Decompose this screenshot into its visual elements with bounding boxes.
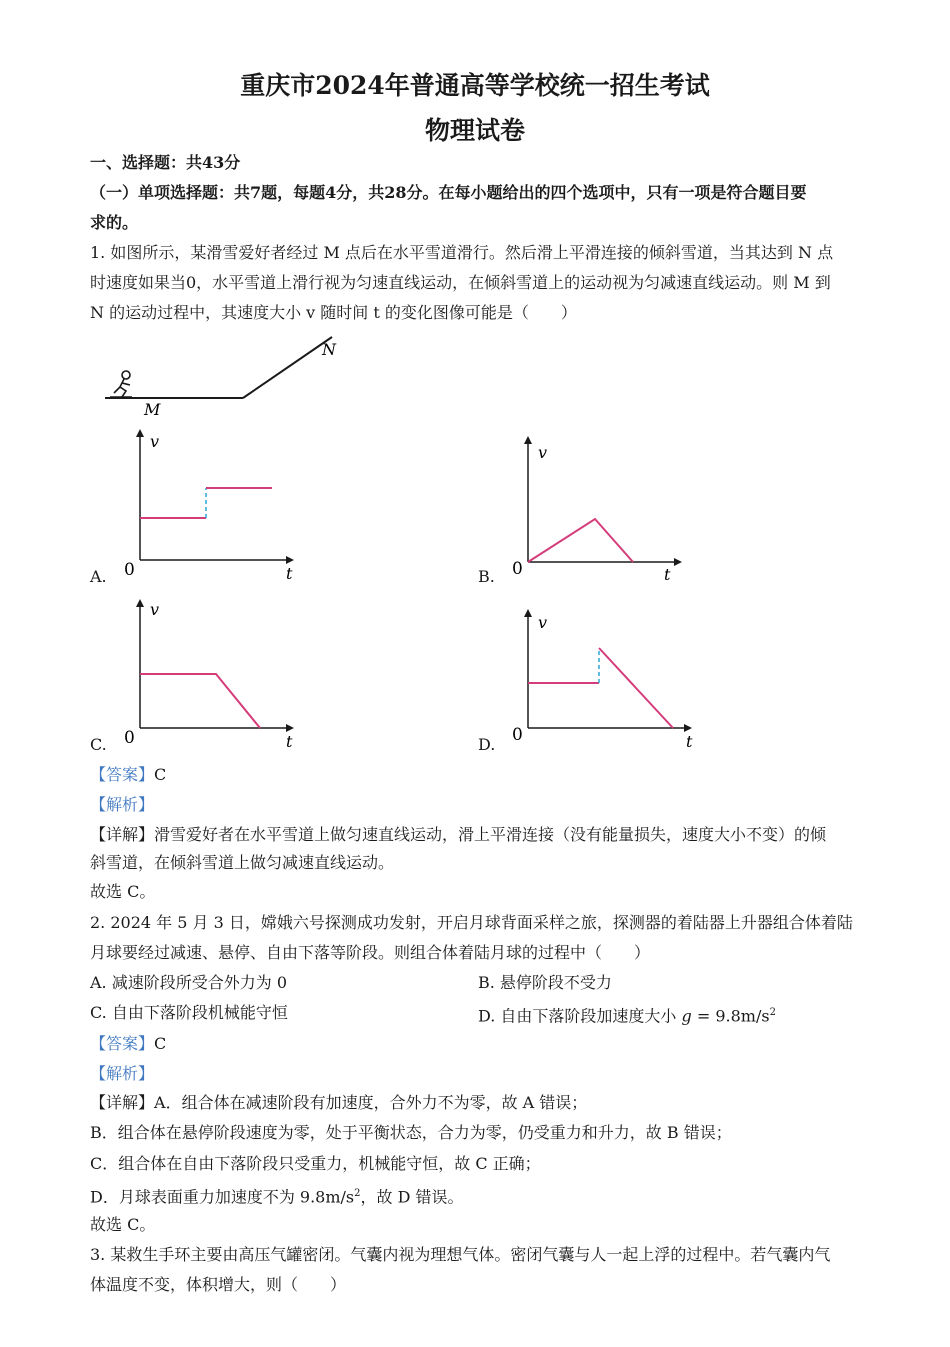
q1-line3: N 的运动过程中，其速度大小 v 随时间 t 的变化图像可能是（ ） xyxy=(90,303,577,322)
curve-triangle xyxy=(528,519,633,562)
graph-B xyxy=(508,432,693,587)
option-D-g: g xyxy=(681,1006,692,1026)
origin-label: 0 xyxy=(512,725,523,745)
subsection-header-line1: （一）单项选择题：共7题，每题4分，共28分。在每小题给出的四个选项中，只有一项是符合题目要 xyxy=(90,183,807,202)
option-C-label: C. xyxy=(90,735,107,754)
axis-t-label: t xyxy=(286,732,293,751)
point-N-label: N xyxy=(322,340,336,359)
answer-tag: 【答案】 xyxy=(90,765,155,784)
exam-subtitle: 物理试卷 xyxy=(424,116,525,145)
y-axis-arrow xyxy=(524,436,532,444)
option-D-value: = 9.8m/s xyxy=(691,1006,770,1026)
y-axis-arrow xyxy=(524,609,532,617)
q2-option-B: B. 悬停阶段不受力 xyxy=(478,973,612,992)
q1-answer-row xyxy=(90,765,166,785)
option-D-text: D. 自由下落阶段加速度大小 xyxy=(478,1006,682,1026)
graph-C xyxy=(118,595,303,755)
q2-detail-D xyxy=(90,1184,464,1207)
y-axis-arrow xyxy=(136,429,144,437)
q1-slope-figure xyxy=(100,335,350,420)
q2-conclusion: 故选 C。 xyxy=(90,1215,156,1234)
x-axis-arrow xyxy=(684,724,692,732)
axis-t-label: t xyxy=(286,564,293,583)
inclined-track-line xyxy=(243,337,332,398)
curve-decline xyxy=(599,648,673,728)
q2-line2: 月球要经过减速、悬停、自由下落等阶段。则组合体着陆月球的过程中（ ） xyxy=(90,943,651,962)
origin-label: 0 xyxy=(124,560,135,580)
detail-text: A．组合体在减速阶段有加速度，合外力不为零，故 A 错误； xyxy=(154,1093,588,1112)
option-B-label: B. xyxy=(478,567,495,586)
point-M-label: M xyxy=(144,400,161,419)
option-A-label: A. xyxy=(90,567,107,586)
x-axis-arrow xyxy=(286,556,294,564)
graph-A xyxy=(118,425,303,585)
option-D-exponent: 2 xyxy=(769,1007,776,1018)
q2-option-A: A. 减速阶段所受合外力为 0 xyxy=(90,973,287,992)
detail-D-tail: ，故 D 错误。 xyxy=(360,1187,464,1207)
q2-detail-B: B．组合体在悬停阶段速度为零，处于平衡状态，合力为零，仍受重力和升力，故 B 错误； xyxy=(90,1123,732,1142)
q3-line1: 3. 某救生手环主要由高压气罐密闭。气囊内视为理想气体。密闭气囊与人一起上浮的过程中。若气囊内气 xyxy=(90,1245,831,1264)
y-axis-arrow xyxy=(136,599,144,607)
q2-detail-A xyxy=(90,1093,587,1113)
graph-D xyxy=(508,605,698,755)
detail-tag: 【详解】 xyxy=(90,1093,155,1112)
curve-flat-then-decline xyxy=(140,674,260,728)
axis-v-label: v xyxy=(538,613,548,632)
axis-v-label: v xyxy=(150,432,160,451)
skier-icon xyxy=(110,371,132,397)
q1-line1: 1. 如图所示，某滑雪爱好者经过 M 点后在水平雪道滑行。然后滑上平滑连接的倾斜雪道，当其达到 N 点 xyxy=(90,243,834,262)
subsection-header-line2: 求的。 xyxy=(90,213,139,232)
q1-detail-line1 xyxy=(90,825,826,845)
answer-tag: 【答案】 xyxy=(90,1034,155,1053)
q1-conclusion: 故选 C。 xyxy=(90,882,156,901)
q2-analysis-tag: 【解析】 xyxy=(90,1064,155,1083)
q2-option-C: C. 自由下落阶段机械能守恒 xyxy=(90,1003,288,1022)
axis-v-label: v xyxy=(150,600,160,619)
q3-line2: 体温度不变，体积增大，则（ ） xyxy=(90,1275,347,1294)
axis-v-label: v xyxy=(538,443,548,462)
q1-analysis-tag: 【解析】 xyxy=(90,795,155,814)
detail-tag: 【详解】 xyxy=(90,825,155,844)
origin-label: 0 xyxy=(512,559,523,579)
q1-detail-line2: 斜雪道，在倾斜雪道上做匀减速直线运动。 xyxy=(90,853,395,872)
section-header: 一、选择题：共43分 xyxy=(90,153,241,172)
axis-t-label: t xyxy=(664,565,671,584)
x-axis-arrow xyxy=(674,558,682,566)
q2-option-D xyxy=(478,1003,776,1026)
x-axis-arrow xyxy=(286,724,294,732)
q2-answer-row xyxy=(90,1034,166,1054)
origin-label: 0 xyxy=(124,728,135,748)
q2-line1: 2. 2024 年 5 月 3 日，嫦娥六号探测成功发射，开启月球背面采样之旅，探测器的着陆器上升器组合体着陆 xyxy=(90,913,853,932)
axis-t-label: t xyxy=(686,732,693,751)
answer-value: C xyxy=(154,765,167,784)
option-D-label: D. xyxy=(478,735,496,754)
detail-D-exponent: 2 xyxy=(354,1188,361,1199)
detail-D-text: D．月球表面重力加速度不为 9.8m/s xyxy=(90,1187,355,1207)
q2-detail-C: C．组合体在自由下落阶段只受重力，机械能守恒，故 C 正确； xyxy=(90,1154,541,1173)
exam-title: 重庆市2024年普通高等学校统一招生考试 xyxy=(240,71,710,100)
q1-line2: 时速度如果当0，水平雪道上滑行视为匀速直线运动，在倾斜雪道上的运动视为匀减速直线运动。则 M 到 xyxy=(90,273,831,292)
answer-value: C xyxy=(154,1034,167,1053)
detail-text: 滑雪爱好者在水平雪道上做匀速直线运动，滑上平滑连接（没有能量损失，速度大小不变）的倾 xyxy=(154,825,827,844)
